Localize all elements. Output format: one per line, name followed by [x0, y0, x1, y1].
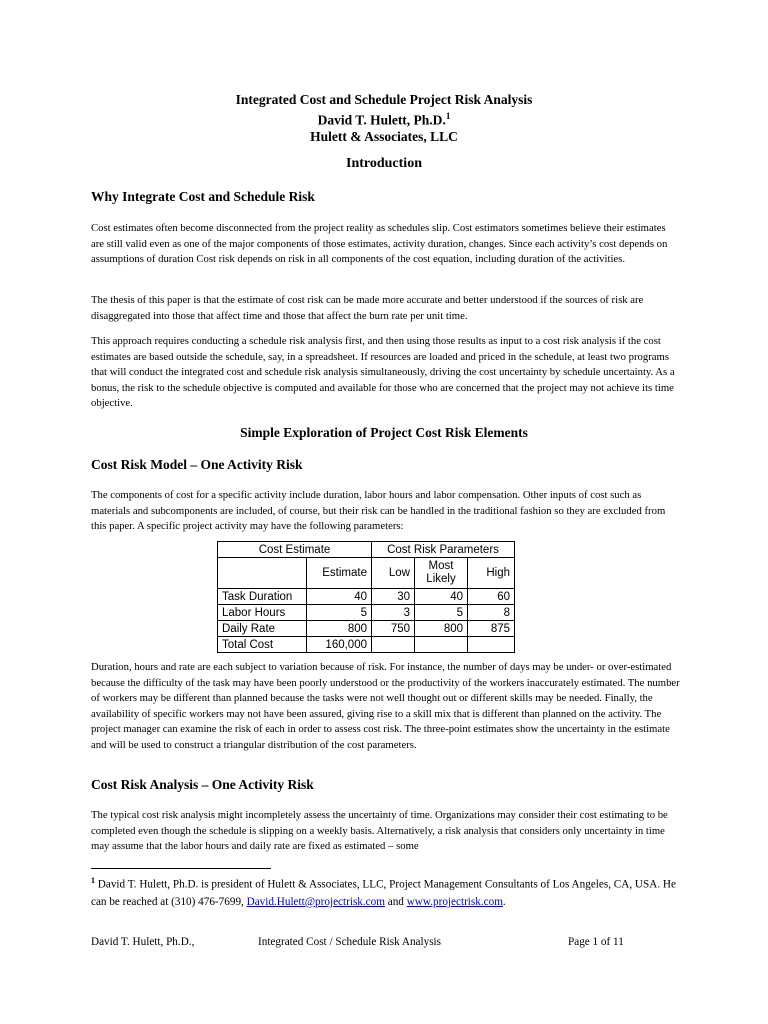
table-column-header: Most Likely	[415, 558, 468, 589]
table-cell: 800	[415, 621, 468, 637]
table-cell	[468, 637, 515, 653]
footnote-ref[interactable]: 1	[445, 111, 451, 121]
cost-parameters-table	[217, 541, 515, 653]
table-column-header: Estimate	[307, 558, 372, 589]
table-header-row	[218, 542, 515, 558]
footer-author: David T. Hulett, Ph.D.,	[91, 936, 195, 948]
table-cell: 875	[468, 621, 515, 637]
email-link[interactable]: David.Hulett@projectrisk.com	[246, 895, 385, 908]
paper-title: Integrated Cost and Schedule Project Risk Analysis	[235, 92, 533, 107]
table-row	[218, 621, 515, 637]
section-heading-cost-risk-model: Cost Risk Model – One Activity Risk	[91, 457, 303, 472]
table-group-header: Cost Estimate	[218, 542, 372, 558]
footnote-text: and	[384, 895, 407, 908]
table-cell: 40	[307, 589, 372, 605]
table-group-header: Cost Risk Parameters	[372, 542, 515, 558]
paragraph: Cost estimates often become disconnected from the project reality as schedules slip. Cost estimators sometimes believe their estimates are still valid even as one of the major components of those estimates, activity duration, changes. Since each activity’s cost depends on assumptions of duration Cost risk depends on risk in all components of the cost equation, including duration of the activities.	[91, 222, 668, 265]
paragraph: The typical cost risk analysis might incompletely assess the uncertainty of time. Organizations may consider their cost estimating to be completed even though the schedule is slipping on a weekly basis. Alternatively, a risk analysis that considers only uncertainty in time may assume that the labor hours and daily rate are fixed as estimated – some	[91, 809, 668, 852]
paragraph: The components of cost for a specific activity include duration, labor hours and labor compensation. Other inputs of cost such as materials and subcomponents are included, of course, but their risk can be handled in the traditional fashion so they are excluded from this paper. A specific project activity may have the following parameters:	[91, 489, 666, 532]
footer-title: Integrated Cost / Schedule Risk Analysis	[258, 936, 442, 948]
footnote	[91, 872, 691, 911]
paragraph: Duration, hours and rate are each subject to variation because of risk. For instance, the number of days may be under- or over-estimated because the difficulty of the task may have been poorly understood or the productivity of the workers inaccurately estimated. The number of workers may be different than planned because the tasks were not well thought out or different skills may be needed. Finally, the availability of specific workers may not have been assured, giving rise to a skill mix that is different than planned on the activity. The project manager can examine the risk of each in order to assess cost risk. The three-point estimates show the uncertainty in the estimate and will be used to construct a triangular distribution of the cost parameters.	[91, 661, 680, 751]
section-heading-why-integrate: Why Integrate Cost and Schedule Risk	[91, 189, 315, 204]
table-cell: 800	[307, 621, 372, 637]
footnote-text: .	[502, 895, 506, 908]
footnote-text: David T. Hulett, Ph.D. is president of Hulett & Associates, LLC, Project Management Consultants of Los Angeles, CA, USA. He can be reached at (310) 476-7699,	[91, 878, 676, 908]
table-row	[218, 605, 515, 621]
website-link[interactable]: www.projectrisk.com	[406, 895, 503, 908]
paragraph: This approach requires conducting a schedule risk analysis first, and then using those results as input to a cost risk analysis if the cost estimates are based outside the schedule, say, in a spreadsheet. If resources are loaded and priced in the schedule, at least two programs that will conduct the integrated cost and schedule risk analysis simultaneously, driving the cost uncertainty by schedule uncertainty. As a bonus, the risk to the schedule objective is computed and available for those who are concerned that the project may not achieve its time objective.	[91, 335, 675, 409]
paragraph: The thesis of this paper is that the estimate of cost risk can be made more accurate and better understood if the sources of risk are disaggregated into those that affect time and those that affect the burn rate per unit time.	[91, 294, 644, 322]
table-row	[218, 589, 515, 605]
footer-page-number: Page 1 of 11	[568, 936, 624, 948]
footnote-divider	[91, 868, 271, 869]
table-cell: 5	[307, 605, 372, 621]
table-cell: 8	[468, 605, 515, 621]
footnote-number: 1	[91, 876, 95, 885]
section-heading-cost-risk-analysis: Cost Risk Analysis – One Activity Risk	[91, 777, 314, 792]
table-cell: Labor Hours	[218, 605, 307, 621]
table-header-blank	[218, 558, 307, 589]
company-name: Hulett & Associates, LLC	[310, 128, 458, 144]
author-line	[0, 108, 768, 129]
table-column-header: High	[468, 558, 515, 589]
table-row	[218, 637, 515, 653]
table-cell: 3	[372, 605, 415, 621]
table-cell: Task Duration	[218, 589, 307, 605]
title-block	[0, 92, 768, 145]
table-cell	[415, 637, 468, 653]
section-heading-exploration: Simple Exploration of Project Cost Risk Elements	[240, 425, 528, 440]
table-cell: 160,000	[307, 637, 372, 653]
table-cell: Total Cost	[218, 637, 307, 653]
table-header-row	[218, 558, 515, 589]
table-column-header: Low	[372, 558, 415, 589]
author-name: David T. Hulett, Ph.D.	[317, 112, 446, 128]
intro-heading: Introduction	[346, 156, 422, 171]
table-cell: Daily Rate	[218, 621, 307, 637]
table-cell	[372, 637, 415, 653]
table-cell: 5	[415, 605, 468, 621]
table-cell: 40	[415, 589, 468, 605]
table-cell: 60	[468, 589, 515, 605]
table-cell: 30	[372, 589, 415, 605]
table-cell: 750	[372, 621, 415, 637]
